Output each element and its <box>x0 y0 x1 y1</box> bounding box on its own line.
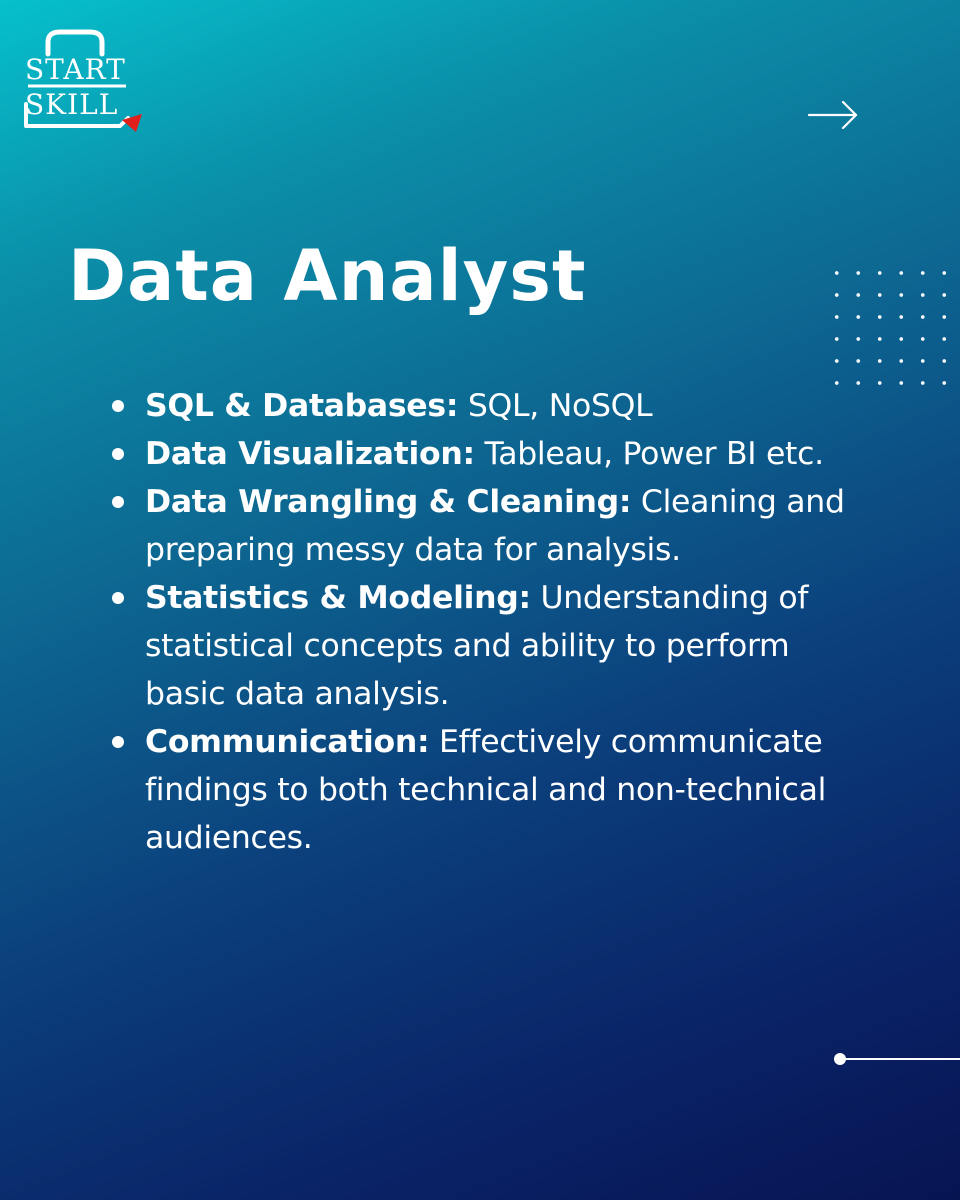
skill-item-data-visualization <box>145 430 845 478</box>
logo-word-skill: SKILL <box>25 88 119 121</box>
dot-grid-decoration <box>826 262 960 386</box>
bullet-icon <box>112 592 124 604</box>
skills-list <box>145 382 845 862</box>
skill-desc: Cleaning and preparing messy data for analysis. <box>145 484 845 568</box>
skill-desc: Effectively communicate findings to both technical and non-technical audiences. <box>145 724 827 856</box>
page-title: Data Analyst <box>68 235 587 317</box>
bullet-icon <box>112 496 124 508</box>
skill-item-data-wrangling <box>145 478 845 574</box>
skill-item-statistics-modeling <box>145 574 845 718</box>
start-skill-logo <box>20 22 150 142</box>
bullet-icon <box>112 448 124 460</box>
slider-line <box>844 1058 960 1060</box>
skill-term: Data Visualization: <box>145 436 475 472</box>
skill-item-communication <box>145 718 845 862</box>
logo-word-start: START <box>25 53 126 86</box>
skill-term: SQL & Databases: <box>145 388 459 424</box>
arrow-right-icon[interactable] <box>806 98 860 132</box>
skill-term: Statistics & Modeling: <box>145 580 531 616</box>
skill-item-sql-databases <box>145 382 845 430</box>
skill-desc: SQL, NoSQL <box>458 388 653 424</box>
skill-term: Data Wrangling & Cleaning: <box>145 484 632 520</box>
skill-desc: Tableau, Power BI etc. <box>474 436 824 472</box>
skill-desc: Understanding of statistical concepts and ability to perform basic data analysis. <box>145 580 809 712</box>
skill-term: Communication: <box>145 724 430 760</box>
slide-progress-indicator <box>834 1052 960 1066</box>
bullet-icon <box>112 736 124 748</box>
bullet-icon <box>112 400 124 412</box>
